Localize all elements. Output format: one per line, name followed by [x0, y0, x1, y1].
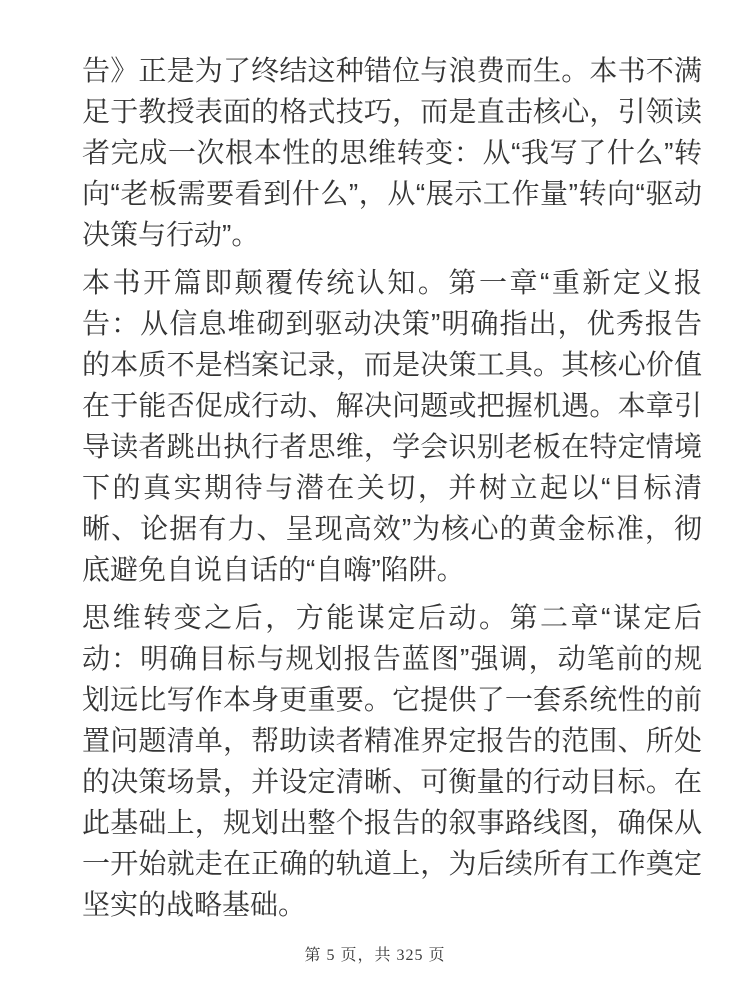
- page-number-indicator: 第 5 页，共 325 页: [304, 947, 446, 964]
- body-paragraph: 告》正是为了终结这种错位与浪费而生。本书不满足于教授表面的格式技巧，而是直击核心，引领读者完成一次根本性的思维转变：从“我写了什么”转向“老板需要看到什么”，从“展示工作量”转向“驱动决策与行动”。: [82, 55, 702, 250]
- body-paragraph: 本书开篇即颠覆传统认知。第一章“重新定义报告：从信息堆砌到驱动决策”明确指出，优秀报告的本质不是档案记录，而是决策工具。其核心价值在于能否促成行动、解决问题或把握机遇。本章引导读者跳出执行者思维，学会识别老板在特定情境下的真实期待与潜在关切，并树立起以“目标清晰、论据有力、呈现高效”为核心的黄金标准，彻底避免自说自话的“自嗨”陷阱。: [82, 267, 702, 585]
- page-footer: [0, 942, 750, 965]
- body-paragraph: 思维转变之后，方能谋定后动。第二章“谋定后动：明确目标与规划报告蓝图”强调，动笔前的规划远比写作本身更重要。它提供了一套系统性的前置问题清单，帮助读者精准界定报告的范围、所处的决策场景，并设定清晰、可衡量的行动目标。在此基础上，规划出整个报告的叙事路线图，确保从一开始就走在正确的轨道上，为后续所有工作奠定坚实的战略基础。: [82, 602, 702, 920]
- document-body: [82, 50, 702, 932]
